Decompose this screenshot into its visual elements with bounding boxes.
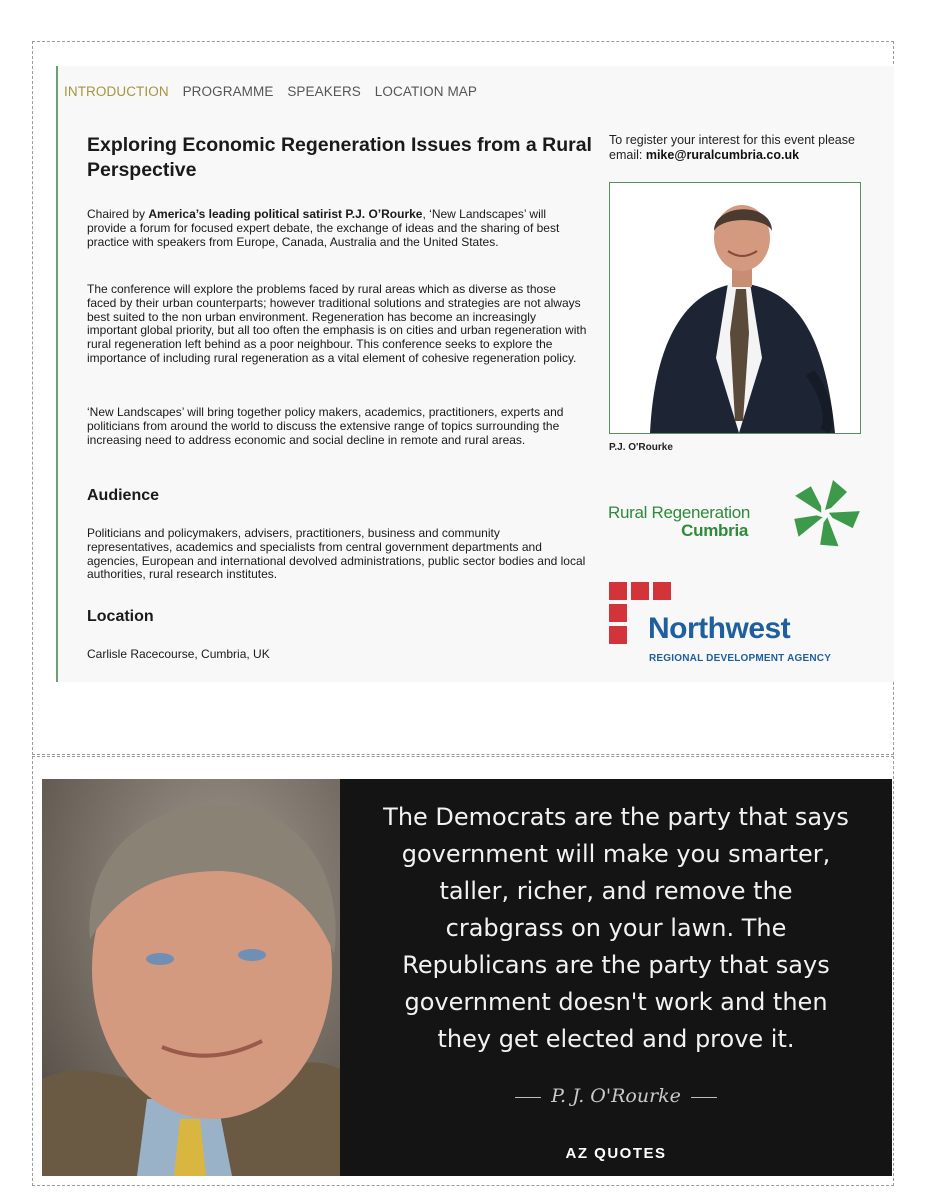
conference-paragraph: The conference will explore the problems faced by rural areas which as diverse as those faced by their urban counterparts; however traditional solutions and strategies are not always best suited to the non urban environment. Regeneration has become an increasingly important global priority, but all too often the emphasis is on cities and urban regeneration with rural regeneration left behind as a poor neighbour. This conference seeks to explore the importance of including rural regeneration as a vital element of cohesive regeneration policy. [87,282,587,365]
author-dash-right [691,1097,717,1098]
quote-author [340,1085,892,1107]
author-portrait-image [42,779,340,1176]
northwest-subtitle: REGIONAL DEVELOPMENT AGENCY [649,653,832,664]
location-text: Carlisle Racecourse, Cumbria, UK [87,647,270,661]
intro-bold: America’s leading political satirist P.J. O’Rourke [148,207,423,221]
quote-panel [340,779,892,1176]
speaker-portrait-image [610,183,860,433]
intro-paragraph [87,208,587,249]
pinwheel-logo-icon [787,476,863,552]
rural-regeneration-cumbria-logo-text [608,504,750,540]
landscapes-paragraph: ‘New Landscapes’ will bring together policy makers, academics, practitioners, experts and politicians from around the world to discuss the extensive range of topics surrounding the increasing need to address economic and social decline in remote and rural areas. [87,405,564,447]
intro-suffix: , ‘New Landscapes’ will provide a forum for focused expert debate, the exchange of ideas and the sharing of best practice with speakers from Europe, Canada, Australia and the United States. [87,207,560,249]
photo-caption: P.J. O'Rourke [609,442,673,453]
nav-item-location-map[interactable]: LOCATION MAP [374,84,477,99]
author-dash-left [515,1097,541,1098]
register-text: To register your interest for this event please email: [609,133,855,162]
top-nav [64,84,487,99]
conference-page-scan [56,66,894,682]
northwest-name: Northwest [648,612,791,645]
quote-text: The Democrats are the party that says government will make you smarter, taller, richer, and remove the crabgrass on your lawn. The Republicans are the party that says government doesn't work and then they get elected and prove it. [383,803,849,1053]
author-portrait [42,779,340,1176]
register-note [609,133,879,163]
speaker-photo [609,182,861,434]
register-email-link[interactable]: mike@ruralcumbria.co.uk [645,148,800,162]
azquotes-brand-logo: AZ QUOTES [565,1145,667,1162]
nav-item-speakers[interactable]: SPEAKERS [287,84,361,99]
nav-item-programme[interactable]: PROGRAMME [182,84,274,99]
nav-item-introduction[interactable]: INTRODUCTION [64,84,169,99]
audience-heading: Audience [87,487,160,504]
rrc-line2: Cumbria [681,521,749,540]
intro-prefix: Chaired by [87,207,149,221]
quote-card [42,779,892,1176]
rrc-line1: Rural Regeneration [608,503,751,522]
page-title: Exploring Economic Regeneration Issues from a Rural Perspective [87,134,592,181]
location-heading: Location [87,608,154,625]
author-name: P. J. O'Rourke [551,1085,681,1107]
audience-text: Politicians and policymakers, advisers, practitioners, business and community representatives, academics and specialists from central government departments and agencies, European and international devolved administrations, public sector bodies and local authorities, rural research institutes. [87,526,586,582]
